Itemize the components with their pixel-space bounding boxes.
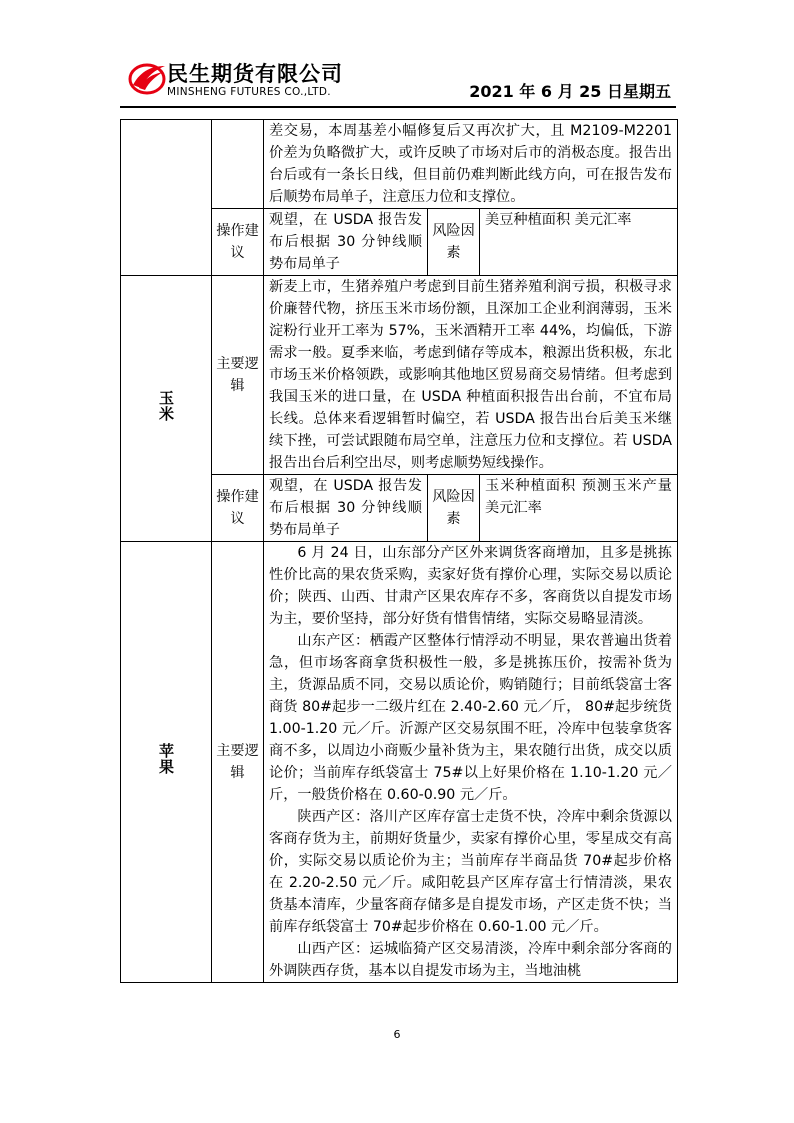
soy-risk-label: 风险因素 <box>428 209 480 276</box>
company-logo <box>127 56 367 100</box>
apple-category-cell <box>121 542 212 983</box>
apple-logic-text <box>264 542 678 983</box>
apple-paragraph-shaanxi: 陕西产区：洛川产区库存富士走货不快，冷库中剩余货源以客商存货为主，前期好货量少，卖家有撑价心里，零星成交有高价，实际交易以质论价为主；当前库存半商品货 70#起步价格在 2.20-2.50 元／斤。咸阳乾县产区库存富士行情清淡，果农货基本清库，少量客商存储多是自提发市场，产区走货不快；当前库存纸袋富士 70#起步价格在 0.60-1.00 元／斤。 <box>269 809 672 935</box>
report-date: 2021 年 6 月 25 日星期五 <box>469 82 671 101</box>
soy-logic-text: 差交易，本周基差小幅修复后又再次扩大，且 M2109-M2201 价差为负略微扩大，或许反映了市场对后市的消极态度。报告出台后或有一条长日线，但目前仍难判断此线方向，可在报告发布后顺势布局单子，注意压力位和支撑位。 <box>264 120 678 209</box>
analysis-table <box>120 119 678 983</box>
corn-risk-label: 风险因素 <box>428 475 480 542</box>
logo-chinese-name: 民生期货有限公司 <box>167 62 343 86</box>
soy-operation-label: 操作建议 <box>212 209 264 276</box>
soy-risk-text: 美豆种植面积 美元汇率 <box>480 209 678 276</box>
apple-paragraph-overview: 6 月 24 日，山东部分产区外来调货客商增加，且多是挑拣性价比高的果农货采购，卖家好货有撑价心理，实际交易以质论价；陕西、山西、甘肃产区果农库存不多，客商货以自提发市场为主，要价坚持，部分好货有惜售情绪，实际交易略显清淡。 <box>269 545 672 627</box>
apple-logic-label: 主要逻辑 <box>212 542 264 983</box>
logo-emblem-icon <box>127 58 167 98</box>
corn-logic-text: 新麦上市，生猪养殖户考虑到目前生猪养殖利润亏损，积极寻求价廉替代物，挤压玉米市场份额，且深加工企业利润薄弱，玉米淀粉行业开工率为 57%，玉米酒精开工率 44%，均偏低，下游需求一般。夏季来临，考虑到储存等成本，粮源出货积极，东北市场玉米价格领跌，或影响其他地区贸易商交易情绪。但考虑到我国玉米的进口量，在 USDA 种植面积报告出台前，不宜布局长线。总体来看逻辑暂时偏空，若 USDA 报告出台后美玉米继续下挫，可尝试跟随布局空单，注意压力位和支撑位。若 USDA 报告出台后利空出尽，则考虑顺势短线操作。 <box>264 276 678 475</box>
corn-category-cell <box>121 276 212 542</box>
header-divider <box>120 106 676 108</box>
apple-logic-row <box>121 542 678 983</box>
corn-operation-text: 观望，在 USDA 报告发布后根据 30 分钟线顺势布局单子 <box>264 475 428 542</box>
corn-operation-label: 操作建议 <box>212 475 264 542</box>
page-number: 6 <box>393 1028 401 1041</box>
corn-logic-label: 主要逻辑 <box>212 276 264 475</box>
soy-operation-text: 观望，在 USDA 报告发布后根据 30 分钟线顺势布局单子 <box>264 209 428 276</box>
apple-paragraph-shandong: 山东产区：栖霞产区整体行情浮动不明显，果农普遍出货着急，但市场客商拿货积极性一般，多是挑拣压价，按需补货为主，货源品质不同，交易以质论价，购销随行；目前纸袋富士客商货 80#起步一二级片红在 2.40-2.60 元／斤， 80#起步统货 1.00-1.20 元／斤。沂源产区交易氛围不旺，冷库中包装拿货客商不多，以周边小商贩少量补货为主，果农随行出货，成交以质论价；当前库存纸袋富士 75#以上好果价格在 1.10-1.20 元／斤，一般货价格在 0.60-0.90 元／斤。 <box>269 633 672 803</box>
soy-logic-row <box>121 120 678 209</box>
logo-english-name: MINSHENG FUTURES CO.,LTD. <box>167 86 331 98</box>
apple-category-name: 苹果 <box>157 743 175 775</box>
corn-logic-row <box>121 276 678 475</box>
corn-risk-text: 玉米种植面积 预测玉米产量 美元汇率 <box>480 475 678 542</box>
corn-category-name: 玉米 <box>157 389 175 422</box>
soy-logic-label-cell <box>212 120 264 209</box>
apple-paragraph-shanxi: 山西产区：运城临猗产区交易清淡，冷库中剩余部分客商的外调陕西存货，基本以自提发市场为主，当地油桃 <box>269 941 672 979</box>
soy-category-cell <box>121 120 212 276</box>
